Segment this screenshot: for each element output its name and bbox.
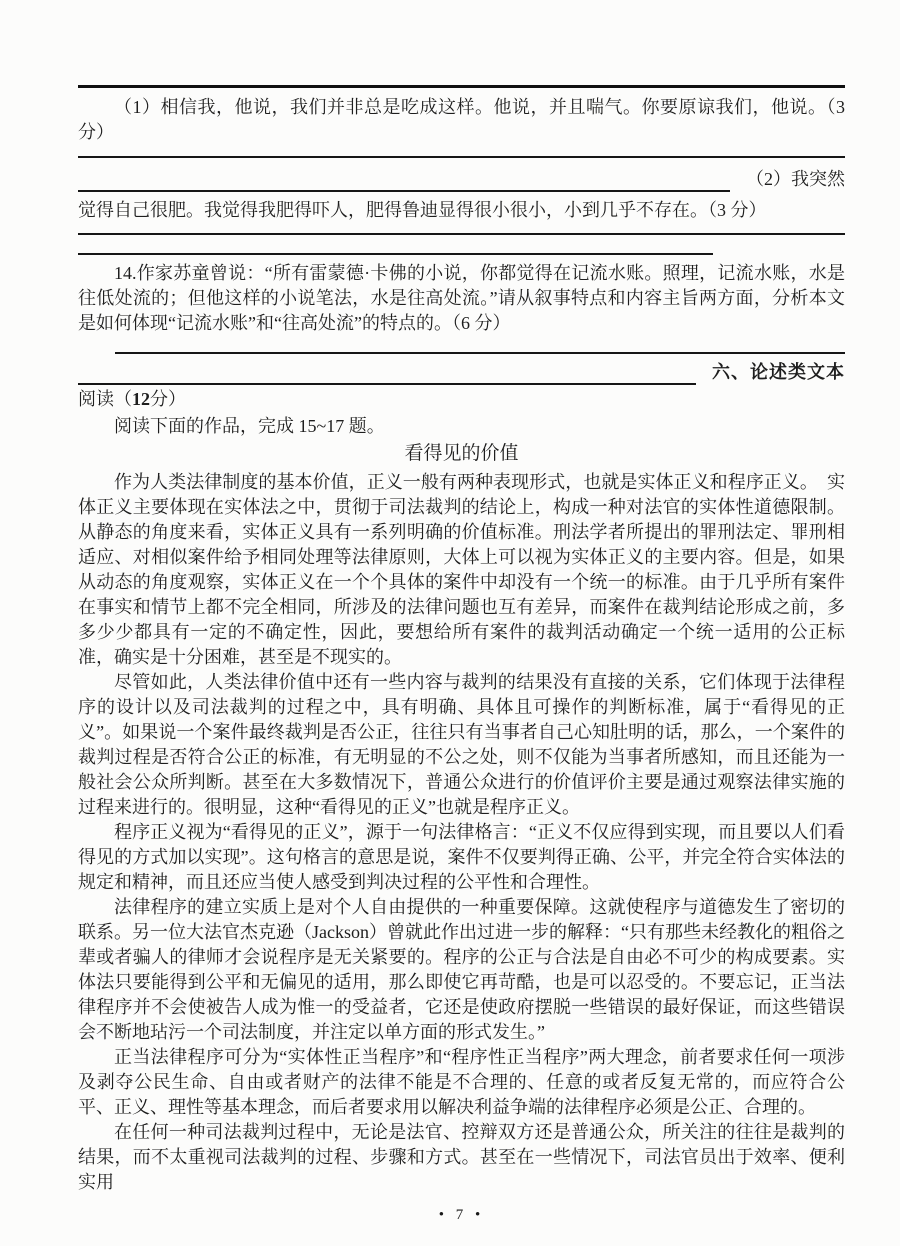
section-heading-pre: 阅读（: [78, 389, 132, 409]
answer-blank-line: [78, 233, 845, 235]
answer-blank-line: [78, 156, 845, 158]
article-paragraph: 正当法律程序可分为“实体性正当程序”和“程序性正当程序”两大理念，前者要求任何一项涉及剥夺公民生命、自由或者财产的法律不能是不合理的、任意的或者反复无常的，而应符合公平、正义、理性等基本理念，而后者要求用以解决利益争端的法律程序必须是公正、合理的。: [78, 1047, 845, 1117]
answer-blank-line: [78, 253, 713, 255]
section-score: 12: [132, 389, 150, 409]
answer-blank-row: [78, 166, 845, 192]
answer-blank-line: [78, 85, 845, 88]
section-heading-continued: [78, 387, 845, 412]
article-paragraph: 在任何一种司法裁判过程中，无论是法官、控辩双方还是普通公众，所关注的往往是裁判的结果，而不太重视司法裁判的过程、步骤和方式。甚至在一些情况下，司法官员出于效率、便利实用: [78, 1122, 845, 1192]
page-number: • 7 •: [438, 1207, 485, 1223]
answer-blank-line: [78, 166, 730, 192]
article-paragraph: 法律程序的建立实质上是对个人自由提供的一种重要保障。这就使程序与道德发生了密切的联系。另一位大法官杰克逊（Jackson）曾就此作出过进一步的解释：“只有那些未经教化的粗俗之辈或者骗人的律师才会说程序是无关紧要的。程序的公正与合法是自由必不可少的构成要素。实体法只要能得到公平和无偏见的适用，那么即使它再苛酷，也是可以忍受的。不要忘记，正当法律程序并不会使被告人成为惟一的受益者，它还是使政府摆脱一些错误的最好保证，而这些错误会不断地玷污一个司法制度，并注定以单方面的形式发生。”: [78, 897, 845, 1042]
section-heading-row: [78, 359, 845, 385]
question-13-2-text: 觉得自己很肥。我觉得我肥得吓人，肥得鲁迪显得很小很小，小到几乎不存在。（3 分）: [78, 200, 767, 220]
section-heading-post: 分）: [150, 389, 186, 409]
question-13-2-lead: （2）我突然: [746, 169, 845, 189]
section-heading: 六、论述类文本: [712, 362, 845, 382]
article-paragraph: 尽管如此，人类法律价值中还有一些内容与裁判的结果没有直接的关系，它们体现于法律程序的设计以及司法裁判的过程之中，具有明确、具体且可操作的判断标准，属于“看得见的正义”。如果说一个案件最终裁判是否公正，往往只有当事者自己心知肚明的话，那么，一个案件的裁判过程是否符合公正的标准，有无明显的不公之处，则不仅能为当事者所感知，而且还能为一般社会公众所判断。甚至在大多数情况下，普通公众进行的价值评价主要是通过观察法律实施的过程来进行的。很明显，这种“看得见的正义”也就是程序正义。: [78, 672, 845, 817]
article-title: 看得见的价值: [404, 443, 519, 464]
question-14: 14.作家苏童曾说：“所有雷蒙德·卡佛的小说，你都觉得在记流水账。照理，记流水账，水是往低处流的；但他这样的小说笔法，水是往高处流。”请从叙事特点和内容主旨两方面，分析本文是如何体现“记流水账”和“往高处流”的特点的。（6 分）: [78, 263, 845, 333]
question-13-1: （1）相信我，他说，我们并非总是吃成这样。他说，并且喘气。你要原谅我们，他说。（3 分）: [78, 97, 845, 142]
answer-blank-line: [115, 352, 845, 354]
article-paragraph: 作为人类法律制度的基本价值，正义一般有两种表现形式，也就是实体正义和程序正义。 实体正义主要体现在实体法之中，贯彻于司法裁判的结论上，构成一种对法官的实体性道德限制。从静态的角度来看，实体正义具有一系列明确的价值标准。刑法学者所提出的罪刑法定、罪刑相适应、对相似案件给予相同处理等法律原则，大体上可以视为实体正义的主要内容。但是，如果从动态的角度观察，实体正义在一个个具体的案件中却没有一个统一的标准。由于几乎所有案件在事实和情节上都不完全相同，所涉及的法律问题也互有差异，而案件在裁判结论形成之前，多多少少都具有一定的不确定性，因此，要想给所有案件的裁判活动确定一个统一适用的公正标准，确实是十分困难，甚至是不现实的。: [78, 472, 845, 667]
reading-instruction: 阅读下面的作品，完成 15~17 题。: [114, 416, 385, 436]
article-paragraph: 程序正义视为“看得见的正义”，源于一句法律格言：“正义不仅应得到实现，而且要以人们看得见的方式加以实现”。这句格言的意思是说，案件不仅要判得正确、公平，并完全符合实体法的规定和精神，而且还应当使人感受到判决过程的公平性和合理性。: [78, 822, 845, 892]
answer-blank-line: [78, 359, 696, 385]
